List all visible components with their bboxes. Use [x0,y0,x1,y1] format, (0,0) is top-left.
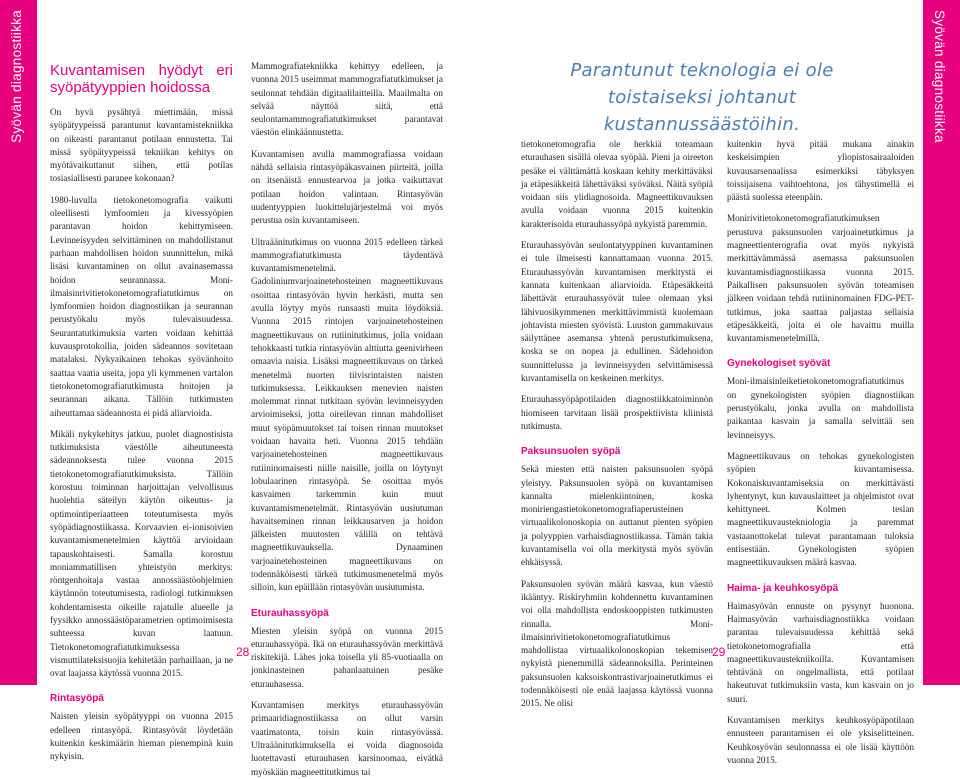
paragraph: Miesten yleisin syöpä on vuonna 2015 eturauhassyöpä. Ikä on eturauhassyövän merkittävä riskitekijä. Lähes joka toisella yli 85-vuotiaalla on jonkinasteinen pahanlaatuinen pesäke eturauhasessa. [251,625,443,689]
paragraph: Eturauhassyöpäpotilaiden diagnostiikkatoiminnön hiomiseen tarvitaan lisää prospektiivista kliinistä tutkimusta. [521,394,713,431]
paragraph: On hyvä pysähtyä miettimään, missä syöpätyypeissä parantunut kuvantamistekniikka on oikeasti parantanut potilaan ennustetta. Tai missä syöpätyypeissä tekniikan kehitys on myötävaikuttanut siihen, että potilas tosiasiallisesti paranee kokonaan? [50,107,233,184]
paragraph: Monirivitietokonetomografiatutkimuksen perustuva paksunsuolen varjoainetutkimus ja magneettienterografia ovat myös nykyistä merkittävämmässä asemassa paksunsuolen kuvantamisdiagnostiikassa vuonna 2015. Paikallisen paksunsuolen syövän toteamisen jälkeen voidaan tehdä rutiininomainen FDG-PET-tutkimus, joka saattaa paljastaa sellaisia etäpesäkkeitä, joita ei ole havaittu muilla kuvantamismenetelmillä. [727,213,914,344]
paragraph: 1980-luvulla tietokonetomografia vaikutti oleellisesti lymfoomien ja kivessyöpien parantavan hoidon kehittymiseen. Levinneisyyden selvittäminen on mahdollistanut parhaan mahdollisen hoidon suunnittelun, mikä lisäsi kuvantaminen on ollut avainasemassa hoidon seurannassa. Moni-ilmaisinrivitietokonetomografiatutkimus on lymfoomien hoidon diagnostiikan ja seurannan perustyökalu myös tulevaisuudessa. Seurantatutkimuksia varten voidaan kehittää kuvausprotokollia, joiden sädeannos sovitetaan matalaksi. Nykyaikainen tehokas syövänhoito saattaa vaatia useita, jopa yli kymmenen vartalon tietokonetomografiatutkimusta hoitojen ja seurannan aikana. Tällöin tutkimusten aiheuttamaa sädeannosta ei pidä aliarvioida. [50,194,233,418]
side-tab-label: Syövän diagnostiikka [932,10,947,143]
paragraph: kuitenkin hyvä pitää mukana ainakin keskeisimpien yliopistosairaaloiden kuvausarsenaalissa esimerkiksi täbyksyen toissijaisena vaihtoehtona, jos tähystimellä ei päästä suolessa eteenpäin. [727,139,914,203]
column-3 [521,138,713,711]
paragraph: Kuvantamisen merkitys keuhkosyöpäpotilaan ennusteen parantamisen ei ole yksiselitteinen. Keuhkosyövän seulonnassa ei ole lisää käyttöön vuonna 2015. [727,714,914,765]
page-number-left: 28 [236,645,250,659]
paragraph: Paksunsuolen syövän määrä kasvaa, kun väestö ikääntyy. Riskiryhmiin kohdennettu kuvantaminen voi olla mahdollista endoskooppisten tutkimusten rinnalla. Moni-ilmaisinrivitietokonetomografiatutkimus mahdollistaa virtuaalikolonoskopian tekemisen nykyistä pienemmillä sädeannoksilla. Perinteinen paksunsuolen kaksoiskontrastivarjoainetutkimus ei todennäköisesti ole enää laajassa käytössä vuonna 2015. Ne olisi [521,578,713,709]
paragraph: Mikäli nykykehitys jatkuu, puolet diagnostisista tutkimuksista väestölle aiheutuneesta sädeannoksesta tulee vuonna 2015 tietokonetomografiatutkimuksista. Tällöin korostuu toiminnan harjoittajan velvollisuus huolehtia säteilyn käytön oikeutus- ja optimointiperiaatteen toteutumisesta myös syöpädiagnostiikassa. Korvaavien ei-ionisoivien kuvantamismenetelmien käyttöä arvioidaan tapauskohtaisesti. Samalla korostuu moniammatillisen yhteistyön merkitys: röntgenhoitaja vastaa annossäästöohjelmien käytännön toteutumisesta, radiologi tutkimuksen kohdentamisesta oikeille rajatulle alueelle ja fyysikko annossäästöparametrien optimoimisesta suhteessa kuvan laatuun. Tietokonetomografiatutkimuksessa vismuttilateksisuojia kehitetään parhaillaan, ja ne ovat laajassa käytössä vuonna 2015. [50,428,233,679]
paragraph: Kuvantamisen avulla mammografiassa voidaan nähdä sellaisia rintasyöpäkasvainen piirteitä, joilla on itsenäistä ennustearvoa ja jotka vaikuttavat potilaan hoidon valintaan. Rintasyövän uudentyyppien luokittelujärjestelmä voi myös perustua osin kuvantamiseen. [251,148,443,226]
section-heading: Kuvantamisen hyödyt eri syöpätyyppien hoidossa [50,62,233,96]
paragraph: Eturauhassyövän seulontatyyppinen kuvantaminen ei tule ilmeisesti kannattamaan vuonna 2015. Eturauhassyövän kuvantamisen merkitystä ei kannata kuitenkaan aliarvioida. Etäpesäkkeitä lähettävät eturauhassyövät tulee olemaan yksi lähivuosikymmenen merkittävimmistä kuolemaan johtavista miesten syövistä. Luuston gammakuvaus säilyttänee asemansa yhtenä perustutkimuksena, koska se on nopea ja edullinen. Sädehoidon suunnittelussa ja levinneisyyden selvittämisessä kuvantamisella on keskeinen merkitys. [521,240,713,384]
subheading: Eturauhassyöpä [251,607,329,619]
paragraph: Mammografiatekniikka kehittyy edelleen, ja vuonna 2015 useimmat mammografiatutkimukset ja seulonnat tehdään digitaalilaitteilla. Maailmalta on selvää näyttöä siitä, että seulontamammografiatutkimukset parantavat väestön elinkäännustetta. [251,61,443,138]
subheading: Haima- ja keuhkosyöpä [727,582,839,594]
paragraph: tietokonetomografia ole herkkiä toteamaan eturauhasen sisällä olevaa syöpää. Pieni ja oireeton pesäke ei välttämättä koskaan kehity merkittäväksi ja etäpesäkkeitä lähettäväksi syöväksi. Näitä syöpiä voidaan siis ylidiagnosoida. Magneettikuvauksen avulla voidaan vuonna 2015 kuitenkin karakterisoida eturauhassyöpä nykyistä paremmin. [521,139,713,229]
page-number-right: 29 [712,645,726,659]
subheading: Paksunsuolen syöpä [521,446,621,458]
column-2 [251,60,443,779]
paragraph: Naisten yleisin syöpätyyppi on vuonna 2015 edelleen rintasyöpä. Rintasyövät löydetään kuitenkin keskimäärin hieman pienempinä kuin nykyisin. [50,711,233,762]
paragraph: Magneettikuvaus on tehokas gynekologisten syöpien kuvantamisessa. Kokonaiskuvantamiseksia on merkittävästi lyhentynyt, kun kuvauslaitteet ja ohjelmistot ovat kehittyneet. Kolmen teslan magneettikuvaustekniologia ja paremmat vastaanottokelat tulevat parantamaan tuloksia entisestään. Gynekologisten syöpien magneettikuvauksen määrä kasvaa. [727,450,914,568]
paragraph: Moni-ilmaisinleiketietokonetomografiatutkimus on gynekologisten syöpien diagnostiikan perustyökalu, jonka avulla on mahdollista paikantaa kasvain ja samalla selvittää sen levinneisyys. [727,376,914,440]
side-tab-left [0,0,37,685]
side-tab-right [923,0,960,685]
paragraph: Ultraäänitutkimus on vuonna 2015 edelleen tärkeä mammografiatutkimusta täydentävä kuvantamismenetelmä. Gadoliniumvarjoainetehosteinen magneettikuvaus osoittaa rintasyövän hyvin herkästi, mutta sen avulla löytyy myös runsaasti muita löydöksiä. Vuonna 2015 rintojen varjoainetehosteinen magneettikuvaus on rutiinitutkimus, jolla voidaan tehokkaasti tutkia rintasyövän alttiutta geenivirheen omaavia naisia. Lisäksi magneettikuvaus on tärkeä menetelmä nuorten tiivisrintaisten naisten tutkimuksessa. Leikkauksen menevien naisten molemmat rinnat tutkitaan syövän levinneisyyden arvioimiseksi, jotta oireilevan rinnan mahdolliset muut syöpämuutokset tai toisen rinnan muutokset voidaan havaita heti. Vuonna 2015 tehdään varjoainetehosteinen magneettikuvaus rutiininomaisesti niille naisille, joilla on löytynyt lobulaarinen rintasyöpä. Se osoittaa myös kasvaimen tarkemmin kuin muut kuvantamismenetelmät. Rintasyövän uusiutuman havaitseminen rinnan leikkausarven ja hoidon jälkeisten muutosten välillä on tehtävä magneettikuvauksella. Dynaaminen varjoainetehosteinen magneettikuvaus on todennäköisesti tärkeä tutkimusmenetelmä myös silloin, kun epäillään rintasyövän uusiutumista. [251,236,443,593]
column-4 [727,138,914,767]
page-title: Parantunut teknologia ei ole toistaiseksi johtanut kustannussäästöihin. [570,60,834,135]
side-tab-label: Syövän diagnostiikka [9,10,24,143]
paragraph: Haimasyövän ennuste on pysynyt huonona. Haimasyövän varhaisdiagnostiikka voidaan parantaa tulevaisuudessa kehittää sekä tietokonetomografialla että magneettikuvaustekniikoilla. Kuvantamisen tehtävänä on ongelmallista, että potilaat hakeutuvat tutkimuksiin vasta, kun kasvain on jo suuri. [727,600,914,704]
column-1 [50,62,233,764]
subheading: Gynekologiset syövät [727,358,831,370]
paragraph: Sekä miesten että naisten paksunsuolen syöpä yleistyy. Paksunsuolen syöpä on kuvantamisen kannalta mielenkiintoinen, koska moniriengastietokonetomografiaperusteinen virtuaalikolonoskopia on auttanut pienten syöpien ja polyyppien varhaisdiagnostiikassa. Tämän takia kuvantamisella voi olla merkitystä myös syövän ehkäisyssä. [521,464,713,568]
subheading: Rintasyöpä [50,693,104,705]
paragraph: Kuvantamisen merkitys eturauhassyövän primaaridiagnostiikassa on ollut varsin vaatimatonta, toisin kuin rintasyövässä. Ultraäänitutkimuksella ei voida diagnosoida luotettavasti eturauhasen karsinoomaa, eivätkä myöskään magneettitutkimus tai [251,700,443,777]
